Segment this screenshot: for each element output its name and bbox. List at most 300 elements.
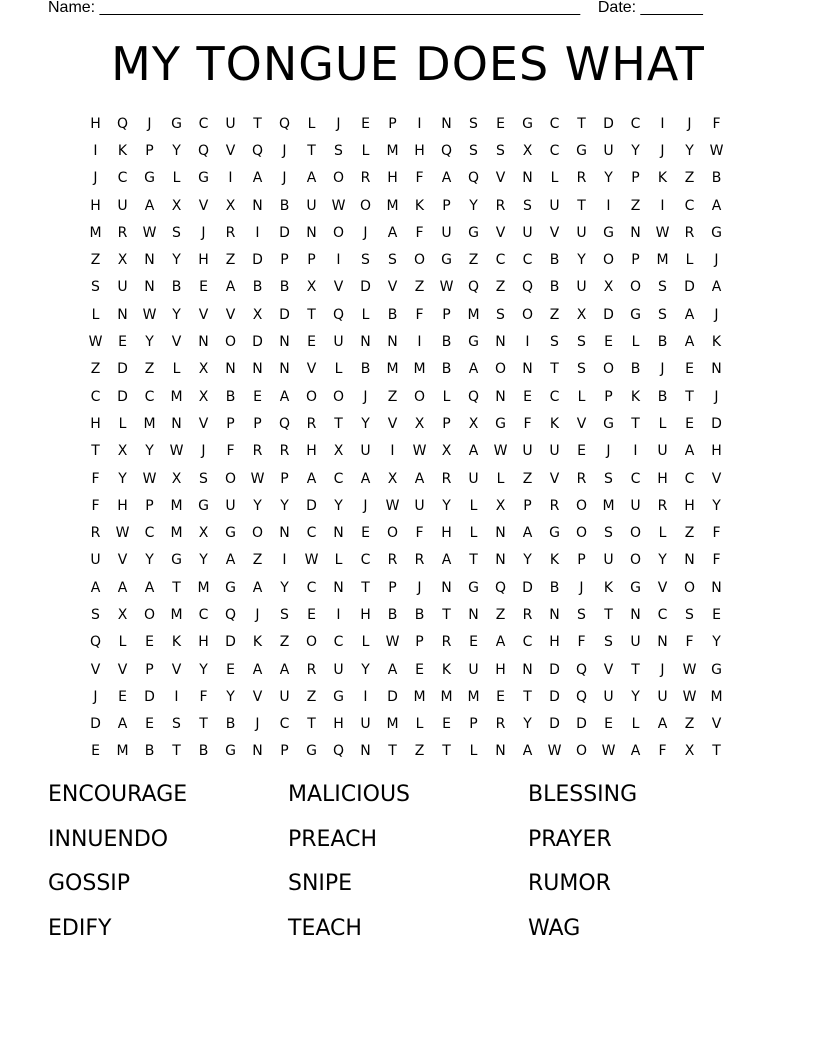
grid-letter: E — [496, 688, 505, 705]
grid-letter: K — [414, 197, 425, 214]
grid-letter: R — [657, 497, 668, 514]
grid-letter: R — [576, 170, 587, 187]
grid-letter: P — [631, 252, 640, 269]
grid-letter: Y — [685, 142, 694, 159]
grid-letter: G — [468, 224, 479, 241]
name-date-line: Name: ______________________________________________________ Date: _______ — [48, 0, 703, 16]
grid-letter: N — [279, 525, 290, 542]
grid-letter: C — [549, 142, 560, 159]
grid-letter: D — [252, 252, 263, 269]
grid-letter: T — [307, 306, 316, 323]
grid-letter: M — [143, 415, 156, 432]
grid-letter: L — [658, 525, 667, 542]
grid-letter: D — [711, 415, 722, 432]
grid-letter: S — [658, 306, 667, 323]
grid-letter: M — [467, 688, 480, 705]
grid-letter: J — [714, 306, 719, 323]
grid-row — [82, 192, 732, 219]
grid-letter: W — [142, 470, 157, 487]
grid-letter: Z — [414, 743, 425, 760]
grid-letter: E — [226, 661, 235, 678]
grid-letter: V — [171, 334, 182, 351]
grid-letter: O — [332, 224, 345, 241]
grid-letter: N — [225, 361, 236, 378]
grid-letter: F — [712, 552, 721, 569]
grid-letter: U — [90, 552, 101, 569]
grid-letter: Q — [332, 306, 345, 323]
grid-letter: W — [547, 743, 562, 760]
grid-letter: A — [684, 306, 695, 323]
grid-letter: C — [117, 170, 128, 187]
grid-letter: C — [306, 579, 317, 596]
grid-letter: O — [305, 634, 318, 651]
grid-letter: E — [415, 661, 424, 678]
grid-letter: N — [171, 415, 182, 432]
grid-letter: O — [359, 197, 372, 214]
grid-letter: B — [252, 279, 263, 296]
grid-letter: L — [415, 716, 424, 733]
grid-letter: I — [336, 606, 341, 623]
grid-letter: V — [711, 716, 722, 733]
grid-letter: U — [522, 224, 533, 241]
grid-letter: A — [684, 334, 695, 351]
grid-letter: Y — [199, 552, 208, 569]
grid-letter: W — [412, 443, 427, 460]
grid-letter: H — [333, 716, 344, 733]
grid-letter: Q — [575, 661, 588, 678]
grid-letter: C — [144, 525, 155, 542]
grid-letter: N — [495, 388, 506, 405]
grid-letter: L — [577, 388, 586, 405]
grid-letter: A — [414, 470, 425, 487]
grid-letter: A — [306, 170, 317, 187]
grid-letter: X — [198, 361, 209, 378]
grid-letter: I — [390, 443, 395, 460]
grid-letter: I — [282, 552, 287, 569]
grid-letter: P — [145, 661, 154, 678]
grid-letter: N — [441, 115, 452, 132]
grid-letter: P — [280, 470, 289, 487]
grid-letter: R — [252, 443, 263, 460]
grid-row — [82, 683, 732, 710]
grid-letter: P — [307, 252, 316, 269]
grid-letter: J — [714, 388, 719, 405]
grid-letter: D — [522, 579, 533, 596]
grid-letter: Q — [116, 115, 129, 132]
grid-letter: C — [198, 606, 209, 623]
grid-letter: N — [360, 334, 371, 351]
grid-row — [82, 356, 732, 383]
grid-letter: R — [225, 224, 236, 241]
grid-letter: X — [117, 443, 128, 460]
grid-letter: J — [93, 170, 98, 187]
grid-letter: O — [629, 552, 642, 569]
grid-letter: B — [279, 279, 290, 296]
grid-letter: H — [198, 252, 209, 269]
grid-letter: U — [333, 334, 344, 351]
grid-row — [82, 656, 732, 683]
grid-letter: T — [172, 743, 181, 760]
grid-letter: R — [495, 197, 506, 214]
grid-letter: S — [388, 252, 397, 269]
grid-letter: R — [414, 552, 425, 569]
grid-letter: L — [361, 634, 370, 651]
grid-letter: V — [333, 279, 344, 296]
grid-letter: R — [387, 552, 398, 569]
grid-letter: W — [682, 661, 697, 678]
grid-letter: G — [630, 306, 641, 323]
grid-letter: M — [170, 606, 183, 623]
grid-letter: A — [306, 470, 317, 487]
grid-row — [82, 492, 732, 519]
grid-letter: R — [441, 634, 452, 651]
grid-letter: W — [682, 688, 697, 705]
grid-letter: N — [279, 334, 290, 351]
grid-letter: M — [602, 497, 615, 514]
grid-letter: Y — [172, 252, 181, 269]
grid-letter: A — [144, 579, 155, 596]
grid-letter: D — [549, 661, 560, 678]
grid-letter: T — [631, 661, 640, 678]
grid-letter: H — [414, 142, 425, 159]
grid-letter: N — [198, 334, 209, 351]
grid-letter: U — [657, 443, 668, 460]
grid-letter: H — [387, 170, 398, 187]
grid-letter: Q — [467, 170, 480, 187]
grid-letter: D — [279, 224, 290, 241]
grid-letter: S — [604, 634, 613, 651]
grid-letter: B — [171, 279, 182, 296]
grid-letter: B — [387, 306, 398, 323]
word-list-item: TEACH — [288, 915, 362, 941]
grid-letter: X — [387, 470, 398, 487]
grid-letter: T — [91, 443, 100, 460]
grid-letter: C — [495, 252, 506, 269]
grid-letter: L — [631, 716, 640, 733]
grid-letter: G — [468, 334, 479, 351]
grid-letter: M — [467, 306, 480, 323]
grid-letter: O — [575, 743, 588, 760]
grid-letter: U — [279, 688, 290, 705]
grid-letter: D — [90, 716, 101, 733]
grid-letter: W — [601, 743, 616, 760]
grid-letter: Y — [226, 688, 235, 705]
grid-letter: I — [660, 115, 665, 132]
grid-letter: T — [604, 606, 613, 623]
grid-letter: E — [496, 115, 505, 132]
grid-letter: U — [468, 470, 479, 487]
grid-letter: J — [660, 142, 665, 159]
grid-letter: J — [363, 497, 368, 514]
grid-letter: T — [442, 743, 451, 760]
grid-letter: I — [228, 170, 233, 187]
grid-letter: S — [199, 470, 208, 487]
grid-letter: N — [711, 579, 722, 596]
grid-letter: N — [252, 743, 263, 760]
page-title: MY TONGUE DOES WHAT — [111, 37, 705, 91]
grid-letter: X — [198, 525, 209, 542]
grid-letter: D — [117, 388, 128, 405]
grid-letter: T — [469, 552, 478, 569]
grid-letter: B — [225, 388, 236, 405]
grid-letter: N — [387, 334, 398, 351]
grid-letter: O — [521, 306, 534, 323]
grid-letter: O — [683, 579, 696, 596]
grid-letter: H — [90, 415, 101, 432]
grid-letter: G — [603, 415, 614, 432]
grid-letter: E — [361, 115, 370, 132]
grid-letter: J — [660, 661, 665, 678]
grid-letter: H — [306, 443, 317, 460]
grid-letter: S — [91, 279, 100, 296]
grid-letter: U — [225, 115, 236, 132]
grid-letter: L — [172, 170, 181, 187]
grid-letter: B — [549, 252, 560, 269]
grid-letter: E — [469, 634, 478, 651]
grid-letter: J — [606, 443, 611, 460]
grid-letter: D — [279, 306, 290, 323]
grid-letter: X — [225, 197, 236, 214]
grid-row — [82, 519, 732, 546]
grid-letter: I — [633, 443, 638, 460]
grid-letter: M — [89, 224, 102, 241]
grid-letter: V — [711, 470, 722, 487]
grid-letter: P — [631, 170, 640, 187]
grid-letter: B — [630, 361, 641, 378]
grid-letter: W — [493, 443, 508, 460]
grid-letter: C — [522, 252, 533, 269]
grid-letter: E — [361, 525, 370, 542]
grid-letter: G — [333, 688, 344, 705]
grid-letter: S — [577, 361, 586, 378]
grid-letter: Q — [467, 279, 480, 296]
grid-letter: E — [145, 716, 154, 733]
grid-letter: X — [468, 415, 479, 432]
grid-letter: T — [388, 743, 397, 760]
grid-letter: G — [171, 115, 182, 132]
grid-letter: A — [522, 525, 533, 542]
grid-letter: S — [361, 252, 370, 269]
grid-letter: E — [712, 606, 721, 623]
grid-letter: S — [469, 115, 478, 132]
grid-letter: Z — [684, 525, 695, 542]
grid-letter: C — [306, 525, 317, 542]
grid-letter: V — [225, 142, 236, 159]
grid-letter: E — [523, 388, 532, 405]
grid-letter: X — [441, 443, 452, 460]
grid-letter: U — [333, 661, 344, 678]
grid-letter: A — [225, 279, 236, 296]
grid-letter: R — [306, 415, 317, 432]
grid-letter: D — [252, 334, 263, 351]
grid-letter: P — [388, 115, 397, 132]
grid-letter: H — [711, 443, 722, 460]
grid-letter: U — [549, 197, 560, 214]
grid-letter: D — [603, 115, 614, 132]
grid-letter: Y — [712, 497, 721, 514]
grid-letter: M — [386, 142, 399, 159]
grid-letter: I — [606, 197, 611, 214]
grid-letter: T — [172, 579, 181, 596]
grid-letter: B — [441, 334, 452, 351]
grid-letter: V — [495, 224, 506, 241]
grid-letter: D — [387, 688, 398, 705]
grid-letter: N — [360, 743, 371, 760]
grid-letter: K — [171, 634, 182, 651]
grid-letter: M — [116, 743, 129, 760]
grid-letter: C — [333, 470, 344, 487]
grid-letter: G — [198, 497, 209, 514]
grid-letter: X — [495, 497, 506, 514]
grid-letter: T — [577, 115, 586, 132]
grid-letter: I — [660, 197, 665, 214]
grid-row — [82, 629, 732, 656]
grid-letter: K — [630, 388, 641, 405]
grid-letter: F — [199, 688, 208, 705]
grid-letter: S — [280, 606, 289, 623]
grid-letter: Q — [89, 634, 102, 651]
grid-letter: A — [387, 661, 398, 678]
grid-letter: J — [714, 252, 719, 269]
grid-row — [82, 383, 732, 410]
grid-letter: G — [522, 115, 533, 132]
grid-letter: P — [253, 415, 262, 432]
grid-letter: H — [117, 497, 128, 514]
grid-letter: P — [442, 197, 451, 214]
grid-letter: A — [252, 170, 263, 187]
grid-letter: U — [576, 224, 587, 241]
grid-letter: L — [496, 470, 505, 487]
word-list-item: BLESSING — [528, 782, 638, 807]
grid-letter: T — [442, 606, 451, 623]
grid-letter: S — [685, 606, 694, 623]
grid-letter: V — [198, 306, 209, 323]
grid-letter: S — [658, 279, 667, 296]
grid-letter: N — [522, 170, 533, 187]
grid-letter: C — [549, 388, 560, 405]
grid-letter: N — [549, 606, 560, 623]
grid-letter: L — [334, 361, 343, 378]
grid-letter: R — [117, 224, 128, 241]
grid-letter: S — [91, 606, 100, 623]
grid-letter: L — [361, 142, 370, 159]
grid-letter: F — [577, 634, 586, 651]
word-list-item: EDIFY — [48, 915, 112, 941]
grid-letter: J — [282, 170, 287, 187]
grid-row — [82, 219, 732, 246]
grid-letter: W — [439, 279, 454, 296]
grid-letter: F — [415, 170, 424, 187]
grid-letter: A — [441, 552, 452, 569]
grid-letter: Y — [631, 142, 640, 159]
grid-letter: J — [579, 579, 584, 596]
grid-letter: L — [469, 525, 478, 542]
grid-letter: K — [117, 142, 128, 159]
grid-row — [82, 165, 732, 192]
grid-letter: Y — [604, 170, 613, 187]
grid-letter: M — [170, 388, 183, 405]
grid-letter: U — [117, 197, 128, 214]
grid-letter: W — [331, 197, 346, 214]
grid-letter: M — [413, 688, 426, 705]
letter-grid — [82, 110, 732, 765]
grid-letter: B — [441, 361, 452, 378]
grid-letter: B — [657, 334, 668, 351]
grid-letter: T — [199, 716, 208, 733]
grid-letter: Z — [279, 634, 290, 651]
grid-letter: O — [575, 497, 588, 514]
grid-letter: V — [252, 688, 263, 705]
grid-letter: D — [144, 688, 155, 705]
grid-letter: G — [198, 170, 209, 187]
grid-letter: N — [144, 279, 155, 296]
grid-letter: P — [442, 415, 451, 432]
grid-letter: V — [549, 470, 560, 487]
grid-letter: F — [415, 525, 424, 542]
grid-letter: U — [522, 443, 533, 460]
grid-letter: F — [658, 743, 667, 760]
grid-letter: O — [224, 470, 237, 487]
grid-letter: V — [495, 170, 506, 187]
grid-letter: Q — [440, 142, 453, 159]
grid-letter: Y — [577, 252, 586, 269]
grid-letter: B — [414, 606, 425, 623]
grid-letter: T — [550, 361, 559, 378]
grid-letter: J — [417, 579, 422, 596]
grid-letter: N — [522, 661, 533, 678]
grid-letter: L — [550, 170, 559, 187]
grid-letter: E — [307, 606, 316, 623]
grid-letter: S — [523, 197, 532, 214]
grid-row — [82, 738, 732, 765]
grid-letter: Y — [172, 142, 181, 159]
grid-letter: H — [90, 197, 101, 214]
grid-letter: I — [417, 334, 422, 351]
grid-letter: K — [549, 415, 560, 432]
grid-letter: N — [495, 334, 506, 351]
grid-letter: A — [279, 388, 290, 405]
word-list-item: ENCOURAGE — [48, 782, 188, 807]
grid-letter: Y — [280, 497, 289, 514]
grid-letter: M — [386, 361, 399, 378]
grid-letter: A — [225, 552, 236, 569]
grid-letter: W — [250, 470, 265, 487]
grid-row — [82, 137, 732, 164]
grid-letter: H — [684, 497, 695, 514]
grid-letter: N — [684, 552, 695, 569]
grid-letter: G — [225, 579, 236, 596]
grid-letter: E — [685, 361, 694, 378]
grid-letter: J — [201, 224, 206, 241]
grid-letter: M — [413, 361, 426, 378]
grid-letter: X — [684, 743, 695, 760]
grid-letter: R — [522, 606, 533, 623]
grid-letter: W — [169, 443, 184, 460]
grid-letter: L — [172, 361, 181, 378]
grid-letter: F — [226, 443, 235, 460]
word-list-item: PRAYER — [528, 826, 612, 852]
grid-letter: D — [684, 279, 695, 296]
grid-letter: S — [334, 142, 343, 159]
grid-letter: V — [657, 579, 668, 596]
grid-letter: W — [142, 306, 157, 323]
grid-letter: R — [549, 497, 560, 514]
grid-letter: G — [306, 743, 317, 760]
grid-letter: U — [657, 688, 668, 705]
grid-letter: D — [117, 361, 128, 378]
grid-letter: Y — [118, 470, 127, 487]
grid-letter: E — [442, 716, 451, 733]
